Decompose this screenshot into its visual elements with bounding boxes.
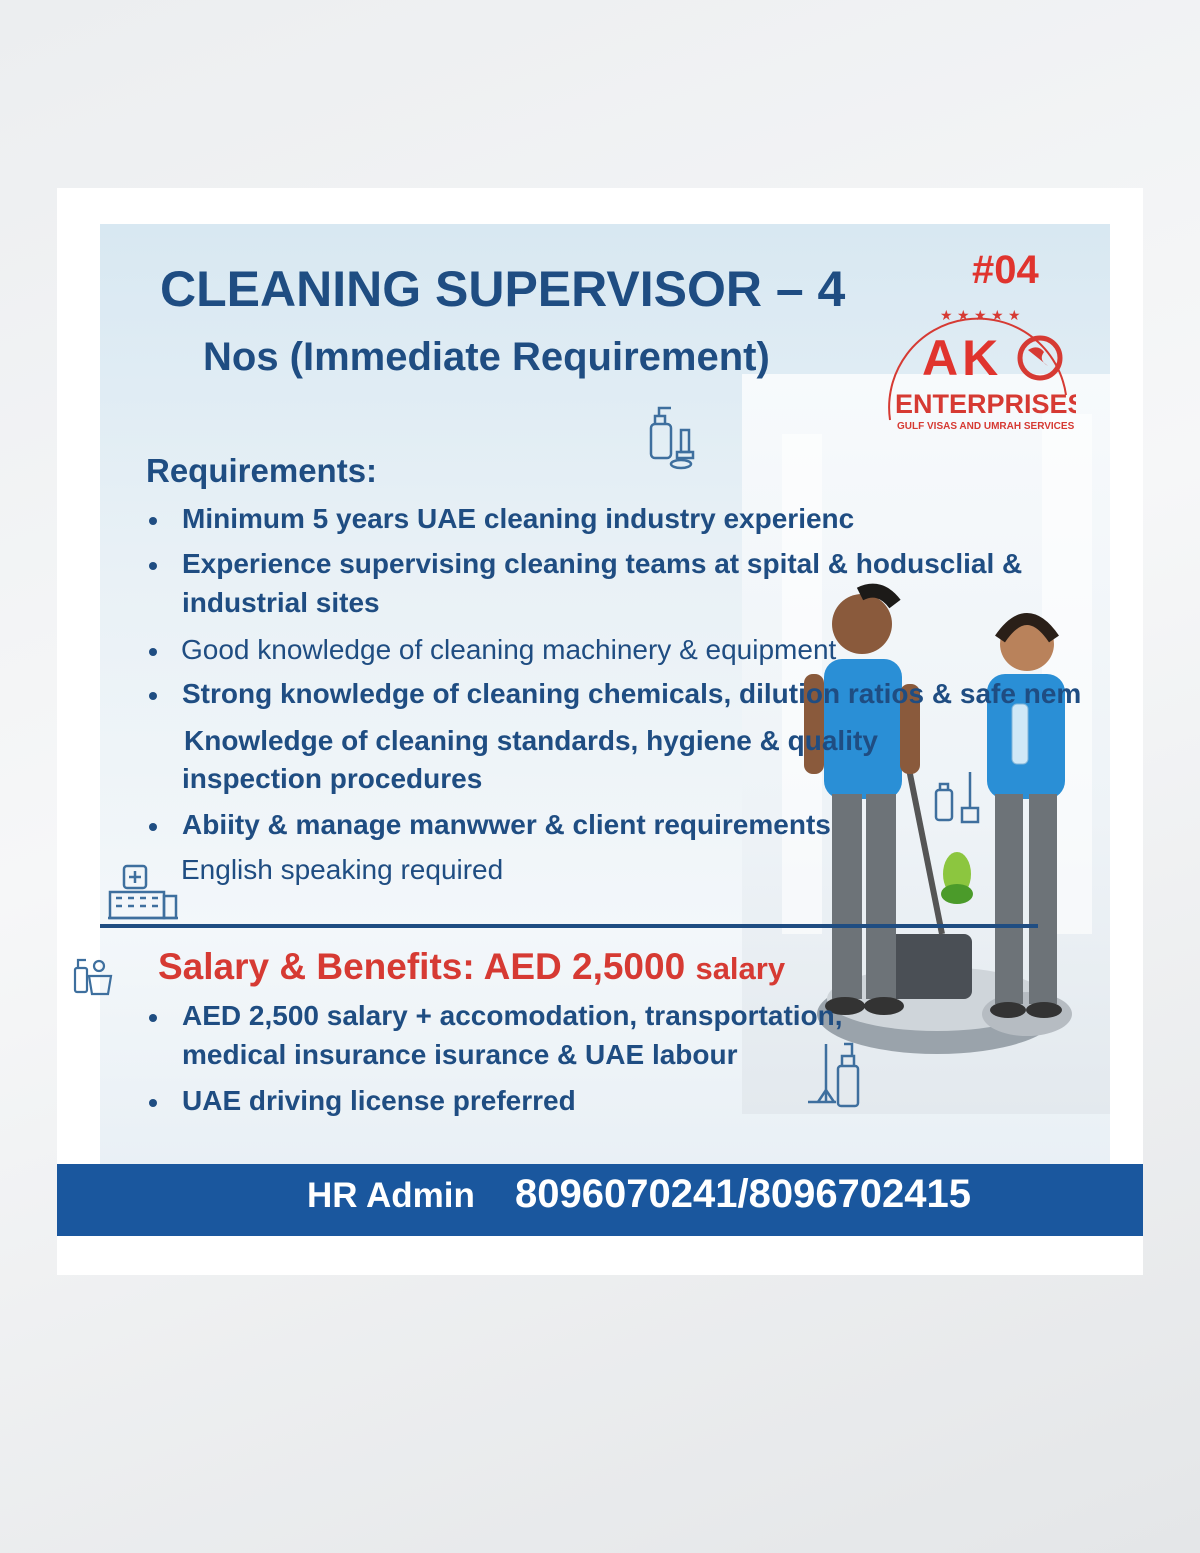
bullet-dot — [149, 562, 157, 570]
requirement-item: Strong knowledge of cleaning chemicals, dilution ratios & safe nem — [182, 678, 1082, 709]
requirement-item: Experience supervising cleaning teams at spital & hodusclial & — [182, 548, 1023, 579]
cleaning-spray-icon — [645, 400, 705, 472]
hospital-building-icon — [104, 862, 182, 922]
requirement-item: English speaking required — [181, 854, 504, 885]
requirement-item-continued: inspection procedures — [182, 763, 483, 794]
section-divider — [100, 924, 1038, 928]
requirement-item: Good knowledge of cleaning machinery & equipment — [181, 634, 837, 665]
job-subtitle: Nos (Immediate Requirement) — [203, 335, 770, 379]
broom-icon — [930, 768, 980, 828]
bullet-dot — [149, 823, 157, 831]
svg-text:AK: AK — [922, 330, 1003, 386]
bullet-dot — [149, 648, 157, 656]
requirement-item: Abiity & manage manwwer & client requirements — [182, 809, 831, 840]
post-number-badge: #04 — [972, 248, 1039, 292]
bullet-dot — [149, 517, 157, 525]
requirement-item: Knowledge of cleaning standards, hygiene & quality — [184, 725, 878, 756]
requirement-item: Minimum 5 years UAE cleaning industry experienc — [182, 503, 855, 534]
benefit-item-continued: medical insurance isurance & UAE labour — [182, 1039, 738, 1070]
bullet-dot — [149, 1099, 157, 1107]
requirements-heading: Requirements: — [146, 452, 378, 489]
requirement-item-continued: industrial sites — [182, 587, 380, 618]
ak-enterprises-logo — [880, 300, 1076, 435]
mop-bottle-icon — [804, 1040, 864, 1112]
svg-text:ENTERPRISES: ENTERPRISES — [895, 389, 1076, 419]
bullet-dot — [149, 692, 157, 700]
benefit-item: UAE driving license preferred — [182, 1085, 576, 1116]
bullet-dot — [149, 1014, 157, 1022]
svg-text:★ ★ ★ ★ ★: ★ ★ ★ ★ ★ — [940, 308, 1021, 324]
salary-heading-word: salary — [695, 951, 786, 986]
job-title: CLEANING SUPERVISOR – 4 — [160, 261, 846, 317]
hr-admin-label: HR Admin — [307, 1176, 475, 1215]
benefit-item: AED 2,500 salary + accomodation, transportation, — [182, 1000, 843, 1031]
salary-heading-amount: AED 2,5000 — [483, 946, 686, 987]
svg-text:GULF VISAS AND UMRAH SERVICES: GULF VISAS AND UMRAH SERVICES — [897, 421, 1075, 432]
salary-heading-label: Salary & Benefits: — [158, 946, 475, 987]
salary-heading — [158, 946, 785, 988]
cleaning-bucket-icon — [71, 952, 117, 998]
hr-phone-numbers[interactable]: 8096070241/8096702415 — [515, 1172, 972, 1216]
